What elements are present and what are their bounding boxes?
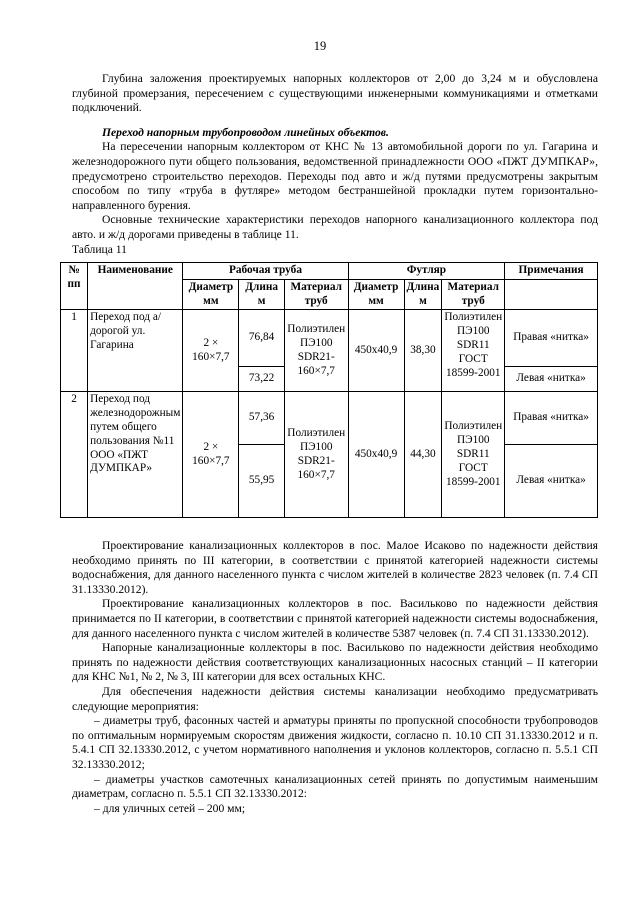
row-num: 1 [61,310,88,392]
paragraph-pressure-collectors: Напорные канализационные коллекторы в пос. Васильково по надежности действия необходимо принять по надежности действия соответствующих канализационных насосных станций – II категории для КНС №1, № 2, № 3, III категории для всех остальных КНС. [72,641,598,684]
table-reference-paragraph: Основные технические характеристики переходов напорного канализационного коллектора под авто. и ж/д дорогами приведены в таблице 11. [72,213,598,241]
row-num: 2 [61,392,88,518]
note-right: Правая «нитка» [505,310,598,367]
header-pipe-material: Материал труб [284,279,348,310]
pipe-length: 55,95 [239,445,285,518]
crossing-paragraph: На пересечении напорным коллектором от КНС № 13 автомобильной дороги по ул. Гагарина и железнодорожного пути общего пользования, ведомственной принадлежности ООО «ПЖТ ДУМПКАР», предусмотрено строительство переходов. Переходы под авто и ж/д путями предусмотрены закрытым способом по типу «труба в футляре» методом бестраншейной прокладки путем горизонтально-направленного бурения. [72,140,598,212]
table-row [61,392,598,445]
casing-diameter: 450х40,9 [348,310,404,392]
pipe-length: 73,22 [239,367,285,392]
pipe-length: 57,36 [239,392,285,445]
header-casing-material: Материал труб [442,279,505,310]
paragraph-measures: Для обеспечения надежности действия системы канализации необходимо предусматривать следующие мероприятия: [72,684,598,713]
pipe-material: Полиэтилен ПЭ100 SDR21-160×7,7 [284,310,348,392]
header-casing: Футляр [348,263,505,280]
row-name: Переход под железнодорожным путем общего пользования №11 ООО «ПЖТ ДУМПКАР» [88,392,183,518]
note-left: Левая «нитка» [505,445,598,518]
casing-material: Полиэтилен ПЭ100 SDR11 ГОСТ 18599-2001 [442,310,505,392]
list-item: – диаметры труб, фасонных частей и арматуры приняты по пропускной способности трубопроводов по оптимальным нормируемым скоростям движения жидкости, согласно п. 10.10 СП 31.13330.2012 и п. 5.4.1 СП 32.13330.2012, с учетом нормативного наполнения и уклонов коллекторов, согласно п. 5.5.1 СП 32.13330.2012; [72,714,598,771]
header-name: Наименование [88,263,183,310]
header-casing-diameter: Диаметр мм [348,279,404,310]
section-heading: Переход напорным трубопроводом линейных объектов. [102,125,389,139]
header-work-pipe: Рабочая труба [183,263,348,280]
pipe-diameter: 2 × 160×7,7 [183,310,239,392]
header-pipe-length: Длина м [239,279,285,310]
header-casing-length: Длина м [404,279,442,310]
pipe-length: 76,84 [239,310,285,367]
casing-material: Полиэтилен ПЭ100 SDR11 ГОСТ 18599-2001 [442,392,505,518]
table-row [61,310,598,367]
pipe-diameter: 2 × 160×7,7 [183,392,239,518]
casing-diameter: 450х40,9 [348,392,404,518]
list-item: – диаметры участков самотечных канализационных сетей принять по допустимым наименьшим диаметрам, согласно п. 5.5.1 СП 32.13330.2012: [72,772,598,801]
page-number: 19 [313,39,327,53]
casing-length: 38,30 [404,310,442,392]
note-right: Правая «нитка» [505,392,598,445]
table-caption: Таблица 11 [72,242,127,256]
paragraph-vasilkovo: Проектирование канализационных коллекторов в пос. Васильково по надежности действия принимается по II категории, в соответствии с принятой категорией надежности системы водоснабжения, для данного населенного пункта с числом жителей в количестве 5387 человек (п. 7.4 СП 31.13330.2012). [72,597,598,640]
crossings-table [60,262,598,518]
note-left: Левая «нитка» [505,367,598,392]
header-notes: Примечания [505,263,598,280]
depth-paragraph: Глубина заложения проектируемых напорных коллекторов от 2,00 до 3,24 м и обусловлена глубиной промерзания, пересечением с существующими инженерными коммуникациями и отметками подключений. [72,72,598,115]
pipe-material: Полиэтилен ПЭ100 SDR21-160×7,7 [284,392,348,518]
list-item: – для уличных сетей – 200 мм; [94,801,246,815]
reliability-section [72,539,598,816]
header-num: № пп [61,263,88,310]
header-pipe-diameter: Диаметр мм [183,279,239,310]
intro-section [72,72,598,257]
paragraph-small-isakovo: Проектирование канализационных коллекторов в пос. Малое Исаково по надежности действия необходимо принять по III категории, в соответствии с принятой категорией надежности системы водоснабжения, для данного населенного пункта с числом жителей в количестве 2823 человек (п. 7.4 СП 31.13330.2012). [72,539,598,596]
row-name: Переход под а/дорогой ул. Гагарина [88,310,183,392]
casing-length: 44,30 [404,392,442,518]
